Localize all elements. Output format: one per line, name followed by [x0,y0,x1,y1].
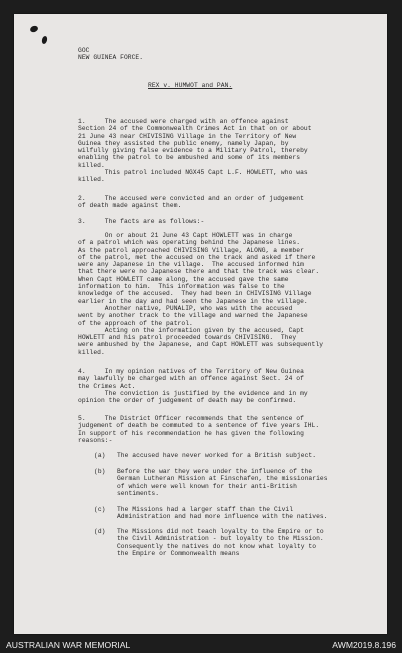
paragraph-4: 4. In my opinion natives of the Territory of New Guinea may lawfully be charged with an offence against Sect. 24 of the Crimes Act. The conviction is justified by the evidence and in my opinion the order of judgement of death may be confirmed. [78,368,308,405]
archive-footer [0,636,402,653]
punch-hole-mark [41,35,48,44]
paragraph-3: 3. The facts are as follows:- [78,218,205,225]
reason-b: (b) Before the war they were under the influence of the German Lutheran Mission at Finschafen, the missionaries of which were well known for their anti-British sentiments. [94,468,328,497]
footer-catalogue-id: AWM2019.8.196 [332,639,396,650]
reason-c: (c) The Missions had a larger staff than the Civil Administration and had more influence with the natives. [94,506,328,521]
document-title: REX v. HUMWOT and PAN. [148,82,233,89]
punch-hole-mark [29,25,39,33]
paragraph-1: 1. The accused were charged with an offence against Section 24 of the Commonwealth Crimes Act in that on or about 21 June 43 near CHIVISING Village in the Territory of New Guinea they assisted the public enemy, namely Japan, by wilfully giving false evidence to a Military Patrol, thereby enabling the patrol to be ambushed and some of its members killed. This patrol included NGX45 Capt L.F. HOWLETT, who was killed. [78,118,312,184]
reason-a: (a) The accused have never worked for a British subject. [94,452,317,459]
footer-institution: AUSTRALIAN WAR MEMORIAL [6,639,131,650]
reason-d: (d) The Missions did not teach loyalty to the Empire or to the Civil Administration - but loyalty to the Mission. Consequently the natives do not know what loyalty to the Empire or Commonwealth means [94,528,324,557]
paragraph-5: 5. The District Officer recommends that the sentence of judgement of death be commuted to a sentence of five years IHL. In support of his recommendation he has given the following reasons:- [78,415,320,444]
paragraph-2: 2. The accused were convicted and an order of judgement of death made against them. [78,195,304,210]
document-header: GOC NEW GUINEA FORCE. [78,47,144,62]
paragraph-3-body: On or about 21 June 43 Capt HOWLETT was in charge of a patrol which was operating behind the Japanese lines. As the patrol approached CHIVISING Village, ALONG, a member of the patrol, met the accused on the track and asked if there were any Japanese in the village. The accused informed him that there were no Japanese there and that the track was clear. When Capt HOWLETT came along, the accused gave the same information to him. This information was false to the knowledge of the accused. They had been in CHIVISING Village earlier in the day and had seen the Japanese in the village. Another native, PUNALIP, who was with the accused went by another track to the village and warned the Japanese of the approach of the patrol. Acting on the information given by the accused, Capt HOWLETT and his patrol proceeded towards CHIVISING. They were ambushed by the Japanese, and Capt HOWLETT was subsequently killed. [78,232,324,356]
